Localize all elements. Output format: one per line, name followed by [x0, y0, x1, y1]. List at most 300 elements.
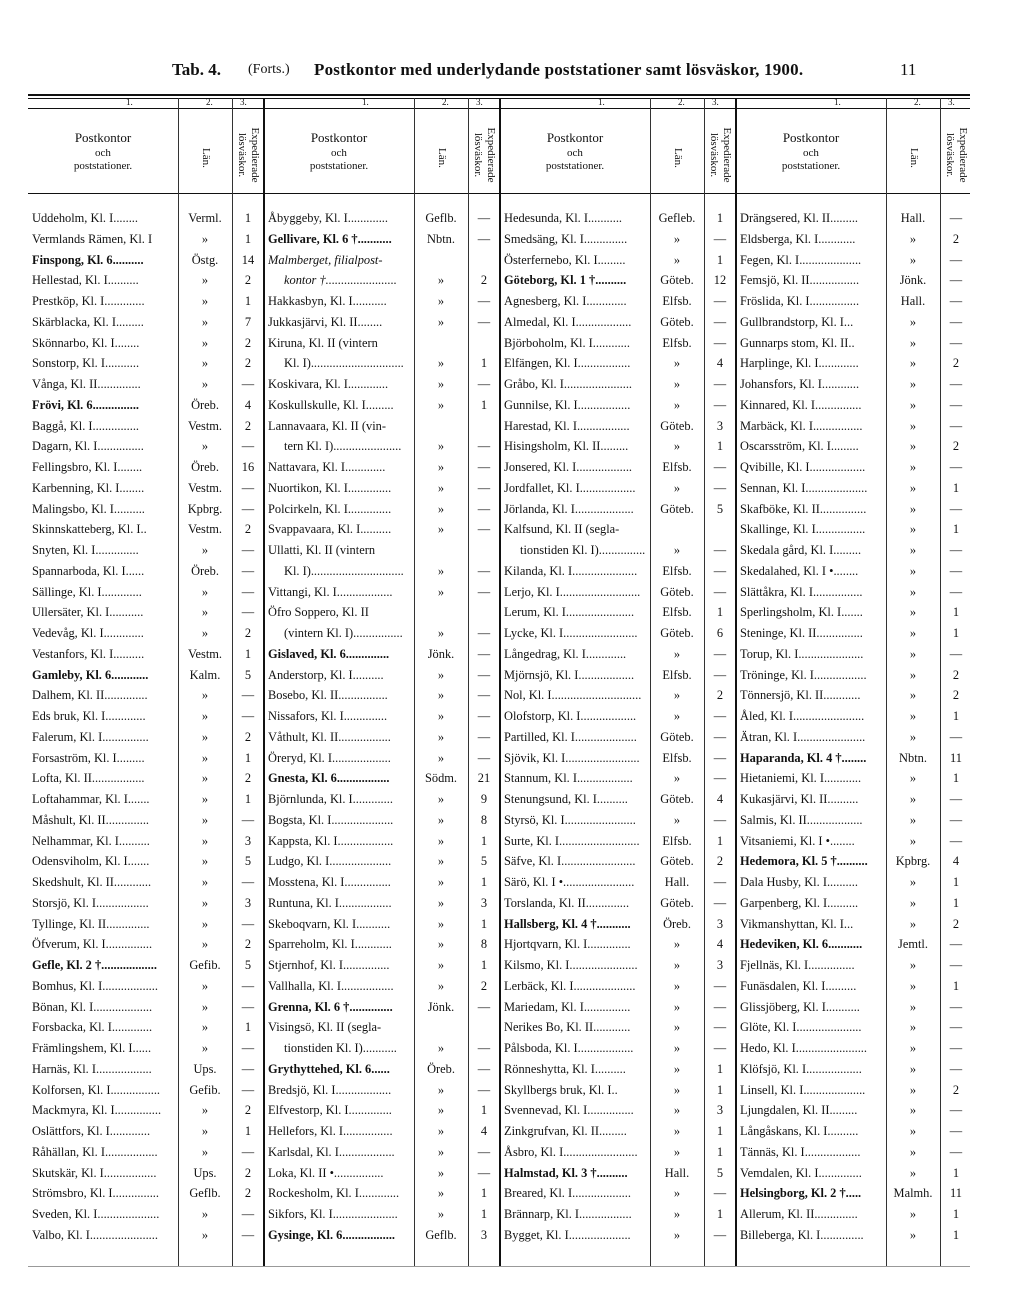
expedited-bags: 1	[244, 792, 252, 806]
table-row	[500, 851, 736, 872]
table-row	[736, 1059, 972, 1080]
column-number-3: 3.	[948, 97, 955, 107]
table-row	[500, 727, 736, 748]
table-row	[736, 291, 972, 312]
table-row	[736, 644, 972, 665]
column-number-3: 3.	[712, 97, 719, 107]
expedited-bags: —	[241, 543, 255, 557]
expedited-bags: —	[949, 273, 963, 288]
station-name: Österfernebo, Kl. I.........	[504, 252, 626, 267]
county: »	[909, 1061, 917, 1076]
table-row	[264, 416, 500, 437]
county: »	[909, 771, 917, 786]
expedited-bags: 14	[241, 252, 255, 267]
station-name: Öfverum, Kl. I...............	[32, 937, 153, 952]
county: »	[909, 646, 917, 661]
county: »	[909, 916, 917, 931]
station-name: Vestanfors, Kl. I..........	[32, 646, 145, 661]
station-name: Torslanda, Kl. II..............	[504, 895, 630, 910]
station-name: Hellestad, Kl. I..........	[32, 273, 139, 288]
header-postkontor-line3: poststationer.	[309, 160, 369, 172]
station-name: Ludgo, Kl. I....................	[268, 854, 392, 869]
county: »	[909, 875, 917, 889]
station-name: Partilled, Kl. I....................	[504, 729, 637, 744]
table-row	[28, 208, 264, 229]
station-name: Bredsjö, Kl. I..................	[268, 1082, 392, 1097]
header-lan	[432, 148, 452, 172]
station-name: Torup, Kl. I.....................	[740, 646, 864, 661]
table-row	[500, 312, 736, 333]
table-row	[500, 706, 736, 727]
station-name: Skinnskatteberg, Kl. I..	[32, 522, 147, 537]
expedited-bags: 1	[952, 1227, 960, 1242]
station-name: Öreryd, Kl. I...................	[268, 750, 391, 765]
station-name: Eds bruk, Kl. I.............	[32, 709, 146, 723]
station-name: Femsjö, Kl. II................	[740, 273, 860, 288]
station-name: Gunnarps stom, Kl. II..	[740, 335, 855, 350]
expedited-bags: —	[949, 812, 963, 827]
table-row	[28, 831, 264, 852]
station-name: Linsell, Kl. I....................	[740, 1082, 866, 1097]
station-name: Jörlanda, Kl. I...................	[504, 501, 634, 516]
station-name: Funäsdalen, Kl. I..........	[740, 978, 857, 993]
table-row	[500, 914, 736, 935]
table-row	[264, 1100, 500, 1121]
county: »	[673, 999, 681, 1014]
expedited-bags: —	[949, 1041, 963, 1055]
station-name: Dalhem, Kl. II..............	[32, 688, 148, 703]
county: Jönk.	[427, 646, 455, 661]
expedited-bags: —	[241, 563, 255, 578]
station-name: Ullersäter, Kl. I...........	[32, 605, 144, 620]
table-row	[28, 623, 264, 644]
table-row	[736, 478, 972, 499]
county: Gefleb.	[658, 211, 696, 225]
station-name: Tyllinge, Kl. II..............	[32, 916, 150, 931]
county: »	[437, 356, 445, 371]
station-name: Skönnarbo, Kl. I........	[32, 335, 140, 350]
station-name: Vitsaniemi, Kl. I •........	[740, 833, 855, 848]
county: »	[909, 1082, 917, 1097]
table-row	[736, 1225, 972, 1246]
station-name: Forsbacka, Kl. I.............	[32, 1020, 153, 1035]
table-row	[736, 706, 972, 727]
station-name: Vermlands Rämen, Kl. I	[32, 231, 153, 246]
header-postkontor-line1: Postkontor	[74, 130, 132, 145]
county: »	[673, 231, 681, 246]
station-name: Åbyggeby, Kl. I.............	[268, 211, 388, 225]
county: »	[201, 273, 209, 288]
table-row	[736, 851, 972, 872]
county: »	[673, 1124, 681, 1138]
expedited-bags: —	[949, 377, 963, 391]
county: Göteb.	[660, 418, 694, 433]
table-row	[500, 789, 736, 810]
county: »	[909, 729, 917, 744]
expedited-bags: —	[241, 978, 255, 993]
table-row	[264, 1183, 500, 1204]
table-row	[500, 1142, 736, 1163]
county: »	[909, 1144, 917, 1159]
table-row	[28, 602, 264, 623]
station-name: Gellivare, Kl. 6 †...........	[268, 231, 392, 246]
table-row	[264, 914, 500, 935]
county: »	[201, 231, 209, 246]
table-row	[736, 685, 972, 706]
station-name: Styrsö, Kl. I.......................	[504, 812, 636, 827]
expedited-bags: 2	[952, 231, 960, 246]
station-name: Nelhammar, Kl. I..........	[32, 833, 150, 848]
table-row	[264, 1163, 500, 1184]
county: »	[201, 356, 209, 371]
expedited-bags: 1	[716, 1124, 724, 1138]
county: »	[673, 1041, 681, 1055]
station-name: Drängsered, Kl. II.........	[740, 211, 859, 225]
table-row	[736, 229, 972, 250]
table-row	[736, 748, 972, 769]
station-name: Nattavara, Kl. I.............	[268, 460, 386, 474]
header-postkontor	[736, 130, 886, 172]
county: Elfsb.	[662, 294, 692, 308]
station-name: Oscarsström, Kl. I.........	[740, 439, 859, 454]
county: »	[909, 314, 917, 329]
station-name: Kinnared, Kl. I...............	[740, 397, 862, 412]
county: Göteb.	[660, 895, 694, 910]
county: »	[201, 439, 209, 454]
county: »	[673, 1144, 681, 1159]
county: »	[201, 688, 209, 703]
station-name: Marbäck, Kl. I................	[740, 418, 863, 433]
table-row	[500, 831, 736, 852]
table-row	[500, 976, 736, 997]
station-name: Kl. I)..............................	[284, 563, 404, 578]
station-name: Fröslida, Kl. I................	[740, 294, 860, 308]
station-name: Runtuna, Kl. I.................	[268, 895, 392, 910]
county: »	[437, 937, 445, 952]
expedited-bags: —	[949, 833, 963, 848]
station-name: Långedrag, Kl. I.............	[504, 646, 627, 661]
county: »	[437, 667, 445, 682]
expedited-bags: —	[949, 335, 963, 350]
table-row	[736, 831, 972, 852]
table-row	[736, 499, 972, 520]
expedited-bags: —	[241, 377, 255, 391]
station-name: Kilanda, Kl. I.....................	[504, 563, 638, 578]
table-row	[500, 997, 736, 1018]
table-row	[28, 395, 264, 416]
county: »	[437, 958, 445, 972]
station-name: Sonstorp, Kl. I...........	[32, 356, 140, 371]
table-row	[500, 395, 736, 416]
column-number-3: 3.	[476, 97, 483, 107]
station-name: Salmis, Kl. II..................	[740, 812, 863, 827]
expedited-bags: 3	[480, 1227, 488, 1242]
county: »	[673, 1082, 681, 1097]
expedited-bags: —	[477, 709, 491, 723]
expedited-bags: 1	[716, 1207, 724, 1221]
county: Östg.	[191, 252, 219, 267]
table-row	[500, 623, 736, 644]
column-number-2: 2.	[914, 97, 921, 107]
county: »	[673, 958, 681, 972]
county: »	[437, 916, 445, 931]
station-name: Hakkasbyn, Kl. I...........	[268, 294, 387, 308]
expedited-bags: —	[713, 314, 727, 329]
expedited-bags: —	[477, 688, 491, 703]
table-row	[28, 934, 264, 955]
column-number-2: 2.	[442, 97, 449, 107]
county: »	[437, 1041, 445, 1055]
table-row	[500, 250, 736, 271]
table-row	[28, 374, 264, 395]
table-row	[736, 976, 972, 997]
station-name: Loftahammar, Kl. I.......	[32, 792, 150, 806]
station-name: Skedshult, Kl. II............	[32, 875, 152, 889]
county: »	[201, 750, 209, 765]
expedited-bags: 1	[480, 1207, 488, 1221]
county: »	[201, 377, 209, 391]
expedited-bags: 1	[952, 626, 960, 640]
expedited-bags: —	[949, 252, 963, 267]
station-name: Mosstena, Kl. I...............	[268, 875, 391, 889]
header-lan	[196, 148, 216, 172]
expedited-bags: —	[477, 750, 491, 765]
station-name: Skedalahed, Kl. I •........	[740, 563, 859, 578]
county: Hall.	[664, 1165, 690, 1180]
column-numbers	[264, 98, 500, 108]
table-row	[264, 374, 500, 395]
expedited-bags: —	[713, 646, 727, 661]
expedited-bags: 1	[716, 211, 724, 225]
station-name: Hietaniemi, Kl. I............	[740, 771, 862, 786]
column-numbers	[500, 98, 736, 108]
station-name: Tönnersjö, Kl. II............	[740, 688, 861, 703]
station-name: Sparreholm, Kl. I............	[268, 937, 392, 952]
expedited-bags: 1	[716, 1082, 724, 1097]
county: »	[437, 792, 445, 806]
expedited-bags: —	[477, 563, 491, 578]
expedited-bags: —	[713, 875, 727, 889]
expedited-bags: —	[949, 543, 963, 557]
county: »	[909, 978, 917, 993]
table-row	[28, 291, 264, 312]
table-row	[264, 1059, 500, 1080]
expedited-bags: 7	[244, 314, 252, 329]
expedited-bags: 5	[716, 501, 724, 516]
station-name: Tännäs, Kl. I..................	[740, 1144, 861, 1159]
page-number: 11	[900, 60, 917, 79]
expedited-bags: —	[241, 1207, 255, 1221]
station-name: Malingsbo, Kl. I..........	[32, 501, 145, 516]
station-name: Skedala gård, Kl. I.........	[740, 543, 862, 557]
table-row	[264, 644, 500, 665]
expedited-bags: 2	[952, 356, 960, 371]
table-row	[500, 1225, 736, 1246]
station-name: Glöte, Kl. I.....................	[740, 1020, 862, 1035]
county: Jönk.	[899, 273, 927, 288]
expedited-bags: 1	[480, 1186, 488, 1201]
expedited-bags: —	[241, 584, 255, 599]
county: »	[437, 833, 445, 848]
county: »	[201, 605, 209, 620]
table-row	[500, 893, 736, 914]
column-number-1: 1.	[834, 97, 841, 107]
county: Geflb.	[425, 211, 457, 225]
table-row	[500, 768, 736, 789]
expedited-bags: 2	[952, 667, 960, 682]
county: Hall.	[900, 294, 926, 308]
expedited-bags: —	[949, 314, 963, 329]
county: Vestm.	[187, 480, 223, 495]
station-name: Frövi, Kl. 6...............	[32, 397, 140, 412]
expedited-bags: —	[713, 729, 727, 744]
table-row	[28, 727, 264, 748]
station-name: Långåskans, Kl. I..........	[740, 1124, 859, 1138]
station-name: Halmstad, Kl. 3 †..........	[504, 1165, 628, 1180]
station-name: Polcirkeln, Kl. I..............	[268, 501, 392, 516]
expedited-bags: —	[241, 875, 255, 889]
table-row	[500, 416, 736, 437]
table-row	[500, 457, 736, 478]
county: »	[201, 937, 209, 952]
station-name: Hellefors, Kl. I................	[268, 1124, 393, 1138]
expedited-bags: —	[713, 335, 727, 350]
rows	[736, 208, 972, 1246]
station-name: Lerbäck, Kl. I....................	[504, 978, 636, 993]
station-name: Främlingshem, Kl. I......	[32, 1041, 152, 1055]
table-row	[264, 727, 500, 748]
table-row	[500, 665, 736, 686]
station-name: Pålsboda, Kl. I..................	[504, 1041, 634, 1055]
station-name: Hedo, Kl. I.......................	[740, 1041, 867, 1055]
station-name: Gislaved, Kl. 6..............	[268, 646, 390, 661]
table-row	[28, 1100, 264, 1121]
table-row	[264, 976, 500, 997]
station-name: Gråbo, Kl. I......................	[504, 377, 633, 391]
expedited-bags: 5	[480, 854, 488, 869]
table-row	[736, 1100, 972, 1121]
table-row	[500, 478, 736, 499]
table-row	[28, 1017, 264, 1038]
county: »	[909, 688, 917, 703]
county: Hall.	[900, 211, 926, 225]
station-name: Sällinge, Kl. I.............	[32, 584, 142, 599]
header-postkontor-line3: poststationer.	[781, 160, 841, 172]
table-row	[500, 1080, 736, 1101]
table-row	[736, 872, 972, 893]
table-row	[28, 229, 264, 250]
county: »	[201, 999, 209, 1014]
table-row	[264, 1017, 500, 1038]
station-name: Sjövik, Kl. I........................	[504, 750, 640, 765]
table-row	[736, 1017, 972, 1038]
table-row	[28, 561, 264, 582]
county: »	[673, 252, 681, 267]
station-name: Olofstorp, Kl. I..................	[504, 709, 637, 723]
county: »	[909, 1020, 917, 1035]
station-name: Almedal, Kl. I..................	[504, 314, 632, 329]
expedited-bags: 1	[244, 1124, 252, 1138]
table-row	[264, 353, 500, 374]
table-row	[736, 270, 972, 291]
table-row	[736, 665, 972, 686]
table-row	[264, 582, 500, 603]
county: »	[673, 1227, 681, 1242]
table-row	[28, 499, 264, 520]
expedited-bags: 2	[244, 1165, 252, 1180]
county: »	[201, 335, 209, 350]
expedited-bags: 2	[244, 1186, 252, 1201]
expedited-bags: —	[949, 563, 963, 578]
station-name: Kalfsund, Kl. II (segla-	[504, 522, 620, 537]
station-name: Glissjöberg, Kl. I...........	[740, 999, 860, 1014]
table-row	[264, 706, 500, 727]
expedited-bags: —	[477, 501, 491, 516]
county: Hall.	[664, 875, 690, 889]
table-row	[28, 893, 264, 914]
county: Vestm.	[187, 646, 223, 661]
expedited-bags: 3	[716, 1103, 724, 1118]
expedited-bags: —	[477, 1144, 491, 1159]
station-name: Öfro Soppero, Kl. II	[268, 605, 369, 620]
expedited-bags: 4	[480, 1124, 488, 1138]
expedited-bags: —	[713, 812, 727, 827]
station-name: Hallsberg, Kl. 4 †...........	[504, 916, 631, 931]
station-name: Grenna, Kl. 6 †..............	[268, 999, 393, 1014]
table-row	[28, 1142, 264, 1163]
expedited-bags: —	[949, 397, 963, 412]
station-name: Klöfsjö, Kl. I..................	[740, 1061, 862, 1076]
column-number-1: 1.	[362, 97, 369, 107]
table-block-2	[264, 98, 500, 1266]
expedited-bags: —	[241, 501, 255, 516]
header-postkontor-line1: Postkontor	[310, 130, 368, 145]
station-name: Skärblacka, Kl. I.........	[32, 314, 144, 329]
table-row	[500, 1100, 736, 1121]
bottom-rule	[28, 1266, 970, 1267]
expedited-bags: —	[713, 750, 727, 765]
county: »	[909, 397, 917, 412]
expedited-bags: 1	[716, 439, 724, 454]
station-name: Odensviholm, Kl. I.......	[32, 854, 150, 869]
table-row	[736, 1080, 972, 1101]
table-row	[28, 914, 264, 935]
county: Göteb.	[660, 854, 694, 869]
expedited-bags: —	[949, 460, 963, 474]
county: »	[673, 1186, 681, 1201]
station-name: Kilsmo, Kl. I......................	[504, 958, 638, 972]
county: »	[909, 1124, 917, 1138]
county: Elfsb.	[662, 460, 692, 474]
station-name: Mariedam, Kl. I...............	[504, 999, 631, 1014]
expedited-bags: 2	[244, 626, 252, 640]
station-name: Agnesberg, Kl. I.............	[504, 294, 627, 308]
county: Vestm.	[187, 522, 223, 537]
county: Malmh.	[893, 1186, 933, 1201]
station-name: Hedeviken, Kl. 6...........	[740, 937, 863, 952]
station-name: Lycke, Kl. I........................	[504, 626, 638, 640]
station-name: Karlsdal, Kl. I..................	[268, 1144, 395, 1159]
station-name: Säfve, Kl. I........................	[504, 854, 636, 869]
header-postkontor	[264, 130, 414, 172]
county: Geflb.	[189, 1186, 221, 1201]
county: Göteb.	[660, 501, 694, 516]
header-rule-thick	[28, 94, 970, 96]
station-name: Vånga, Kl. II..............	[32, 377, 141, 391]
station-name: Anderstorp, Kl. I..........	[268, 667, 384, 682]
expedited-bags: 2	[244, 729, 252, 744]
expedited-bags: —	[477, 1082, 491, 1097]
